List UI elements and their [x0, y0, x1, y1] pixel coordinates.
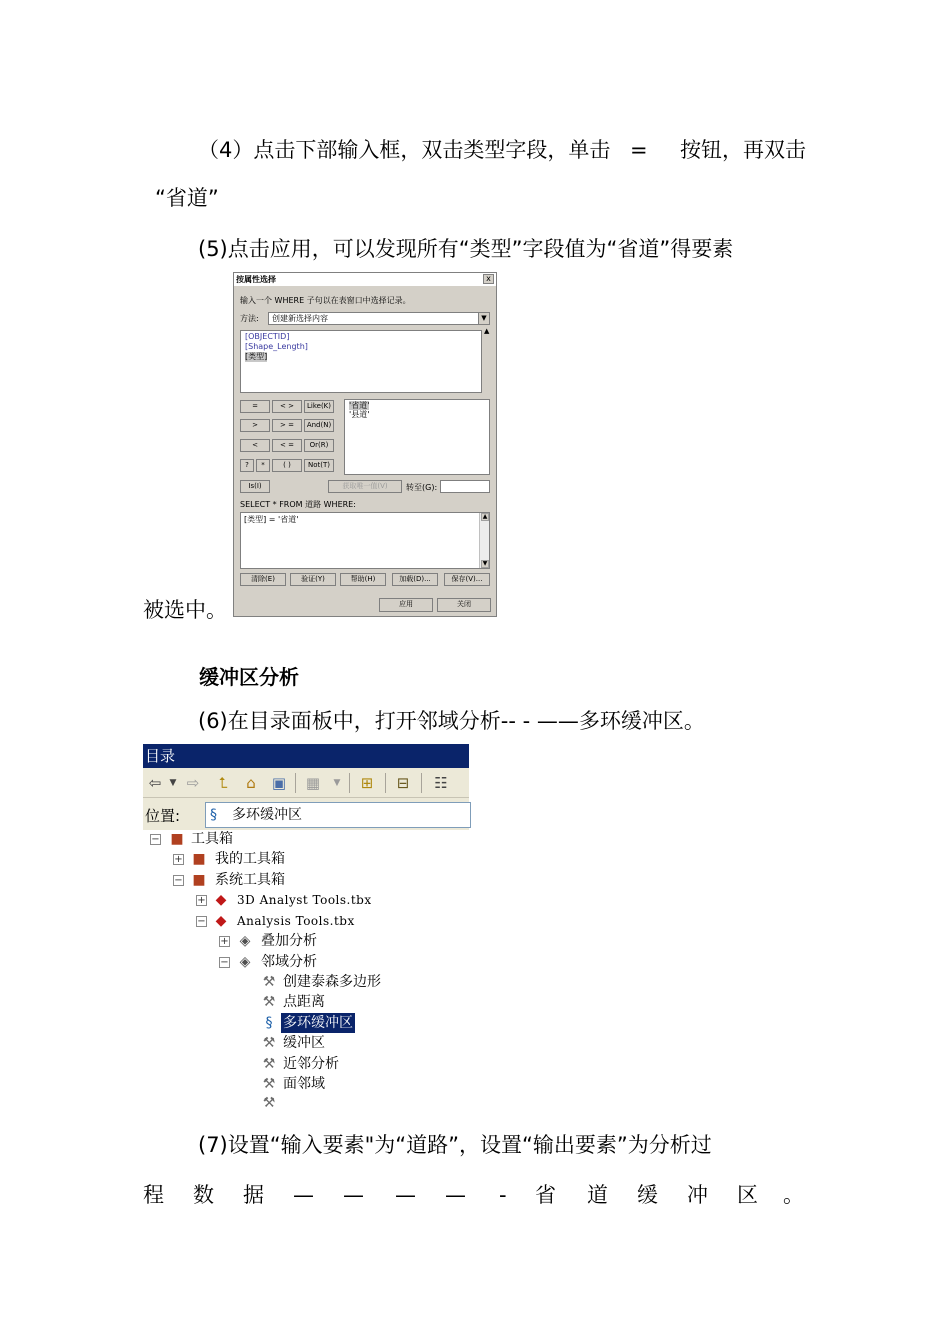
view-list-icon[interactable]: ▦: [305, 774, 321, 792]
step5-text-line2: 被选中。: [143, 598, 227, 622]
op-like-button[interactable]: Like(K): [304, 400, 334, 413]
field-item-selected[interactable]: [类型]: [245, 352, 268, 361]
home-icon[interactable]: ⌂: [246, 774, 256, 792]
tree-item-toolboxes[interactable]: 工具箱: [191, 831, 233, 847]
char: 缓: [637, 1183, 658, 1207]
field-item[interactable]: [OBJECTID]: [245, 332, 290, 341]
op-less-equal-button[interactable]: < =: [272, 439, 302, 452]
char: —: [395, 1183, 416, 1207]
script-tool-icon: §: [210, 807, 217, 823]
char: 。: [783, 1183, 804, 1207]
scroll-up-icon[interactable]: ▲: [482, 513, 488, 520]
step4-text: [198, 138, 610, 163]
op-not-button[interactable]: Not(T): [304, 459, 334, 472]
forward-icon[interactable]: ⇨: [186, 774, 200, 792]
hammer-icon: ⚒: [262, 1095, 276, 1111]
location-value: 多环缓冲区: [232, 807, 302, 823]
toolbox-analysis-icon: ◆: [215, 913, 227, 929]
field-item[interactable]: [Shape_Length]: [245, 342, 308, 351]
chevron-down-icon[interactable]: ▼: [478, 313, 489, 324]
fields-list[interactable]: [240, 330, 482, 393]
catalog-title: 目录: [143, 744, 469, 768]
location-input[interactable]: [205, 802, 471, 828]
up-folder-icon[interactable]: ⮤: [218, 774, 228, 792]
op-greater-button[interactable]: >: [240, 419, 270, 432]
hammer-icon: ⚒: [262, 974, 276, 990]
unique-values-list[interactable]: [344, 399, 490, 475]
tree-item-proximity[interactable]: 邻域分析: [261, 954, 317, 970]
select-from-label: SELECT * FROM 道路 WHERE:: [240, 500, 356, 509]
step4-text-line2: “省道”: [155, 186, 219, 210]
expression-scrollbar[interactable]: [479, 513, 489, 568]
op-less-button[interactable]: <: [240, 439, 270, 452]
op-or-button[interactable]: Or(R): [304, 439, 334, 452]
dialog-close-icon[interactable]: x: [483, 274, 494, 284]
view-dropdown-icon[interactable]: ▼: [333, 778, 341, 788]
tree-item-3d-analyst[interactable]: 3D Analyst Tools.tbx: [237, 893, 372, 907]
expression-input[interactable]: [240, 512, 490, 569]
load-button[interactable]: 加载(D)...: [392, 573, 438, 586]
step5-text: (5)点击应用，可以发现所有“类型”字段值为“省道”得要素: [198, 237, 734, 261]
collapse-icon[interactable]: −: [151, 834, 160, 845]
op-question-button[interactable]: ?: [240, 459, 254, 472]
collapse-icon[interactable]: −: [197, 916, 206, 927]
options-icon[interactable]: ☷: [434, 774, 448, 792]
toolbar-separator: [385, 773, 386, 793]
char: 区: [737, 1183, 758, 1207]
goto-input[interactable]: [440, 480, 490, 493]
step6-text: (6)在目录面板中，打开邻域分析-- - ——多环缓冲区。: [198, 709, 705, 733]
char: 据: [243, 1183, 264, 1207]
char: 数: [193, 1183, 214, 1207]
toolbar-separator: [295, 773, 296, 793]
back-dropdown-icon[interactable]: ▼: [169, 778, 177, 788]
tree-item-multi-ring-buffer[interactable]: 多环缓冲区: [283, 1015, 353, 1031]
back-icon[interactable]: ⇦: [148, 774, 162, 792]
tree-item-point-distance[interactable]: 点距离: [283, 994, 325, 1010]
step4-text-b: 按钮，再双击: [680, 138, 806, 162]
op-notequal-button[interactable]: < >: [272, 400, 302, 413]
tree-view-icon[interactable]: ⊟: [396, 774, 410, 792]
hammer-icon: ⚒: [262, 994, 276, 1010]
op-and-button[interactable]: And(N): [304, 419, 334, 432]
toolbar-separator: [349, 773, 350, 793]
op-greater-equal-button[interactable]: > =: [272, 419, 302, 432]
catalog-toolbar: [143, 768, 469, 798]
method-value: 创建新选择内容: [272, 314, 328, 323]
char: -: [499, 1183, 507, 1207]
tree-item-thiessen[interactable]: 创建泰森多边形: [283, 974, 381, 990]
toolset-icon: ◈: [239, 954, 251, 970]
tree-item-buffer[interactable]: 缓冲区: [283, 1035, 325, 1051]
equals-symbol: =: [630, 138, 648, 162]
dialog-title: 按属性选择: [234, 273, 496, 286]
fields-scroll-icon: ▲: [484, 327, 490, 335]
tree-item-polygon-neighbors[interactable]: 面邻域: [283, 1076, 325, 1092]
section-heading: 缓冲区分析: [199, 665, 299, 689]
method-label: 方法:: [240, 314, 259, 323]
op-equals-button[interactable]: =: [240, 400, 270, 413]
char: —: [343, 1183, 364, 1207]
save-button[interactable]: 保存(V)...: [444, 573, 490, 586]
method-dropdown[interactable]: [268, 312, 490, 325]
char: 省: [535, 1183, 556, 1207]
step4-text-a: （4）点击下部输入框，双击类型字段，单击: [198, 138, 611, 162]
select-by-attributes-dialog: [233, 272, 497, 617]
close-button[interactable]: 关闭: [437, 598, 491, 612]
op-star-button[interactable]: *: [256, 459, 270, 472]
hammer-icon: ⚒: [262, 1056, 276, 1072]
char: —: [293, 1183, 314, 1207]
value-item[interactable]: '县道': [349, 410, 370, 419]
tree-item-system-toolboxes[interactable]: 系统工具箱: [215, 872, 285, 888]
clear-button[interactable]: 清除(E): [240, 573, 286, 586]
step7-text: (7)设置“输入要素"为“道路”，设置“输出要素”为分析过: [198, 1133, 712, 1157]
expression-text: [类型] = '省道': [244, 515, 299, 524]
collapse-icon[interactable]: −: [174, 875, 183, 886]
location-bar: [143, 798, 469, 830]
new-folder-icon[interactable]: ⊞: [360, 774, 374, 792]
help-button[interactable]: 帮助(H): [340, 573, 386, 586]
dialog-instruction: 输入一个 WHERE 子句以在表窗口中选择记录。: [240, 296, 411, 305]
apply-button[interactable]: 应用: [379, 598, 433, 612]
expand-icon[interactable]: +: [174, 854, 183, 865]
toolbox-icon: ■: [192, 872, 206, 888]
hammer-icon: ⚒: [262, 1035, 276, 1051]
tree-item-overlay[interactable]: 叠加分析: [261, 933, 317, 949]
expand-icon[interactable]: +: [220, 936, 229, 947]
tree-item-analysis-tools[interactable]: Analysis Tools.tbx: [237, 914, 355, 928]
op-is-button[interactable]: Is(I): [240, 480, 270, 493]
script-tool-icon: §: [265, 1015, 273, 1031]
location-label: 位置:: [145, 807, 181, 825]
toolbox-icon: ■: [192, 851, 206, 867]
verify-button[interactable]: 验证(Y): [290, 573, 336, 586]
char: 冲: [687, 1183, 708, 1207]
get-unique-values-button[interactable]: 获取唯一值(V): [328, 480, 402, 493]
collapse-icon[interactable]: −: [220, 957, 229, 968]
toolbar-separator: [421, 773, 422, 793]
tree-item-near[interactable]: 近邻分析: [283, 1056, 339, 1072]
expand-icon[interactable]: +: [197, 895, 206, 906]
char: 程: [143, 1183, 164, 1207]
value-item-selected[interactable]: '省道': [349, 401, 370, 410]
goto-label: 转至(G):: [406, 483, 438, 492]
toolbox-3d-icon: ◆: [215, 892, 227, 908]
tree-item-my-toolboxes[interactable]: 我的工具箱: [215, 851, 285, 867]
op-paren-button[interactable]: ( ): [272, 459, 302, 472]
scroll-down-icon[interactable]: ▼: [482, 560, 488, 567]
connect-icon[interactable]: ▣: [271, 774, 287, 792]
char: —: [445, 1183, 466, 1207]
step7-text-line2: [143, 1183, 808, 1211]
catalog-panel: [143, 744, 469, 1111]
toolset-icon: ◈: [239, 933, 251, 949]
hammer-icon: ⚒: [262, 1076, 276, 1092]
char: 道: [587, 1183, 608, 1207]
toolbox-icon: ■: [170, 831, 184, 847]
